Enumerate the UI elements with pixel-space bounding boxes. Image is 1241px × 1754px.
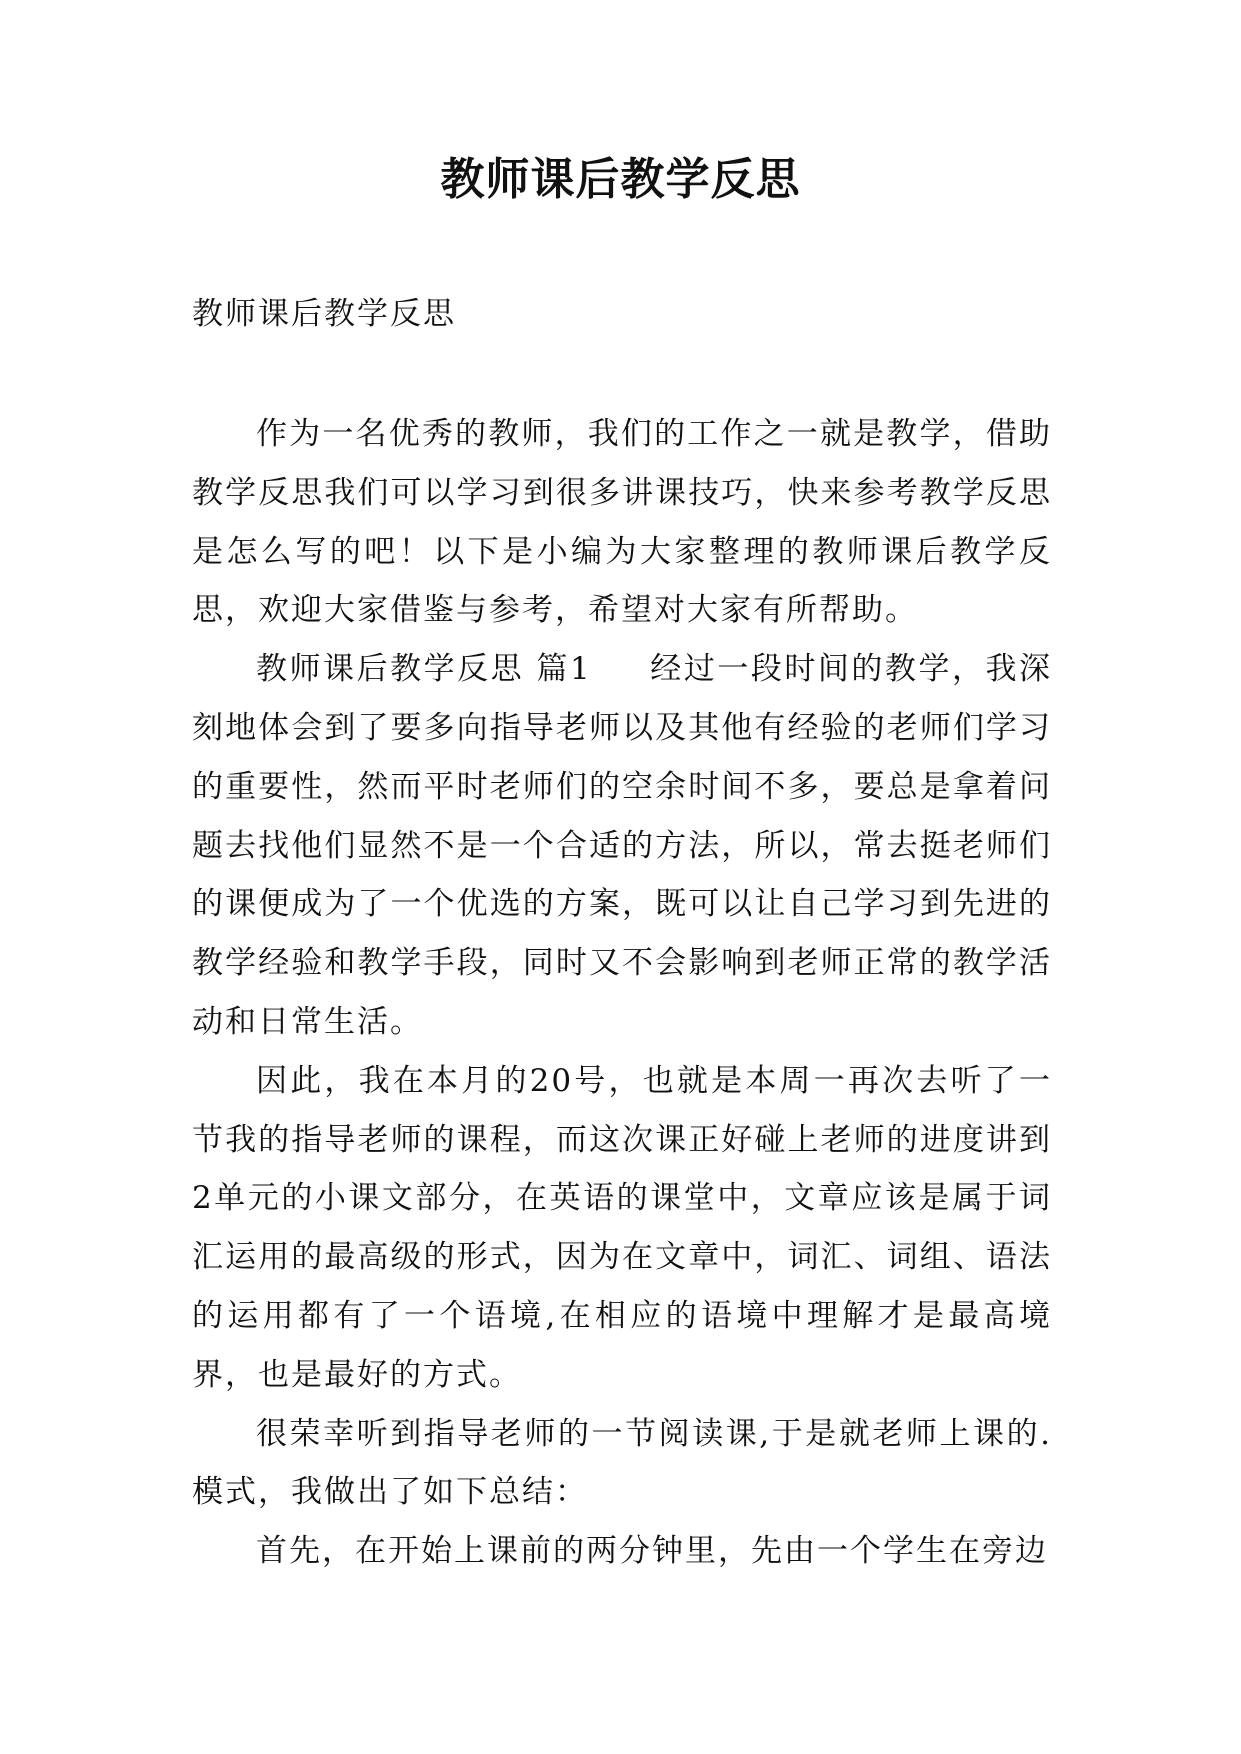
- document-title: 教师课后教学反思: [440, 154, 801, 205]
- body-paragraph-4: 首先，在开始上课前的两分钟里，先由一个学生在旁边: [256, 1533, 1048, 1570]
- document-body: [192, 405, 1052, 1581]
- body-paragraph-2: 因此，我在本月的20号，也就是本周一再次去听了一节我的指导老师的课程，而这次课正好碰上老师的进度讲到2单元的小课文部分，在英语的课堂中，文章应该是属于词汇运用的最高级的形式，因为在文章中，词汇、词组、语法的运用都有了一个语境,在相应的语境中理解才是最高境界，也是最好的方式。: [192, 1062, 1052, 1393]
- body-paragraph-3: 很荣幸听到指导老师的一节阅读课,于是就老师上课的.模式，我做出了如下总结：: [192, 1415, 1052, 1511]
- document-subtitle: 教师课后教学反思: [192, 296, 456, 332]
- section-1-text: 经过一段时间的教学，我深刻地体会到了要多向指导老师以及其他有经验的老师们学习的重要性，然而平时老师们的空余时间不多，要总是拿着问题去找他们显然不是一个合适的方法，所以，常去挺老师们的课便成为了一个优选的方案，既可以让自己学习到先进的教学经验和教学手段，同时又不会影响到老师正常的教学活动和日常生活。: [192, 651, 1053, 1040]
- section-1-paragraph: [192, 640, 1052, 1052]
- intro-paragraph: 作为一名优秀的教师，我们的工作之一就是教学，借助教学反思我们可以学习到很多讲课技巧，快来参考教学反思是怎么写的吧！以下是小编为大家整理的教师课后教学反思，欢迎大家借鉴与参考，希望对大家有所帮助。: [192, 416, 1052, 629]
- section-1-heading: 教师课后教学反思 篇1: [256, 651, 592, 688]
